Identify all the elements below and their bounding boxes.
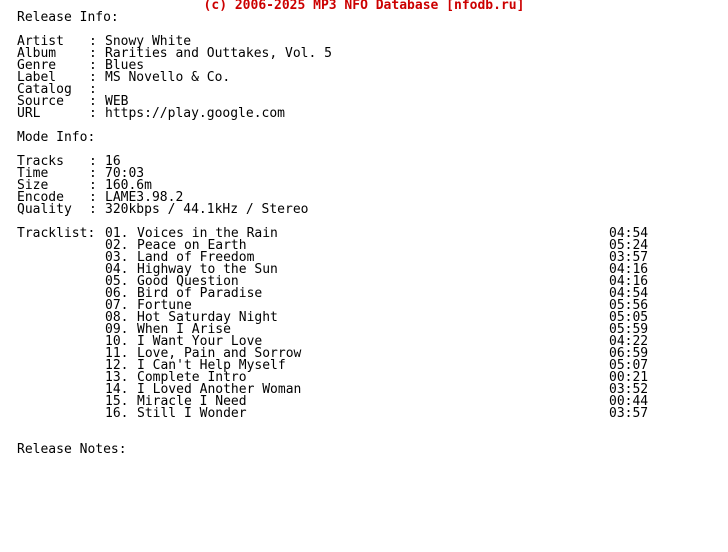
track-row: 12. I Can't Help Myself 05:07 (105, 358, 649, 373)
track-row: 09. When I Arise 05:59 (105, 322, 649, 337)
mode-info-row: Encode : LAME3.98.2 (17, 190, 184, 205)
release-info-row: Label : MS Novello & Co. (17, 70, 231, 85)
release-info-row: Album : Rarities and Outtakes, Vol. 5 (17, 46, 332, 61)
release-info-row: Catalog : (17, 82, 97, 97)
release-info-row: Artist : Snowy White (17, 34, 192, 49)
release-info-row: URL : https://play.google.com (17, 106, 286, 121)
release-info-block (17, 36, 717, 120)
track-row: 08. Hot Saturday Night 05:05 (105, 310, 649, 325)
nfo-document (17, 0, 717, 468)
track-row: 13. Complete Intro 00:21 (105, 370, 649, 385)
mode-info-row: Tracks : 16 (17, 154, 121, 169)
release-info-row: Source : WEB (17, 94, 129, 109)
track-row: 05. Good Question 04:16 (105, 274, 649, 289)
mode-info-row: Size : 160.6m (17, 178, 152, 193)
track-row: 03. Land of Freedom 03:57 (105, 250, 649, 265)
track-row: 15. Miracle I Need 00:44 (105, 394, 649, 409)
release-notes-heading: Release Notes: (17, 442, 127, 457)
tracklist-heading: Tracklist: (17, 226, 96, 241)
track-row: 02. Peace on Earth 05:24 (105, 238, 649, 253)
track-row: 16. Still I Wonder 03:57 (105, 406, 649, 421)
mode-info-row: Quality : 320kbps / 44.1kHz / Stereo (17, 202, 309, 217)
track-row: 10. I Want Your Love 04:22 (105, 334, 649, 349)
mode-info-heading: Mode Info: (17, 130, 96, 145)
mode-info-row: Time : 70:03 (17, 166, 145, 181)
track-row: 01. Voices in the Rain 04:54 (105, 226, 649, 241)
tracklist (17, 228, 717, 420)
mode-info-block (17, 156, 717, 216)
track-row: 14. I Loved Another Woman 03:52 (105, 382, 649, 397)
track-row: 11. Love, Pain and Sorrow 06:59 (105, 346, 649, 361)
track-row: 07. Fortune 05:56 (105, 298, 649, 313)
site-header: (c) 2006-2025 MP3 NFO Database [nfodb.ru] (203, 0, 525, 13)
release-info-heading: Release Info: (17, 10, 119, 25)
release-info-row: Genre : Blues (17, 58, 145, 73)
track-row: 04. Highway to the Sun 04:16 (105, 262, 649, 277)
track-row: 06. Bird of Paradise 04:54 (105, 286, 649, 301)
